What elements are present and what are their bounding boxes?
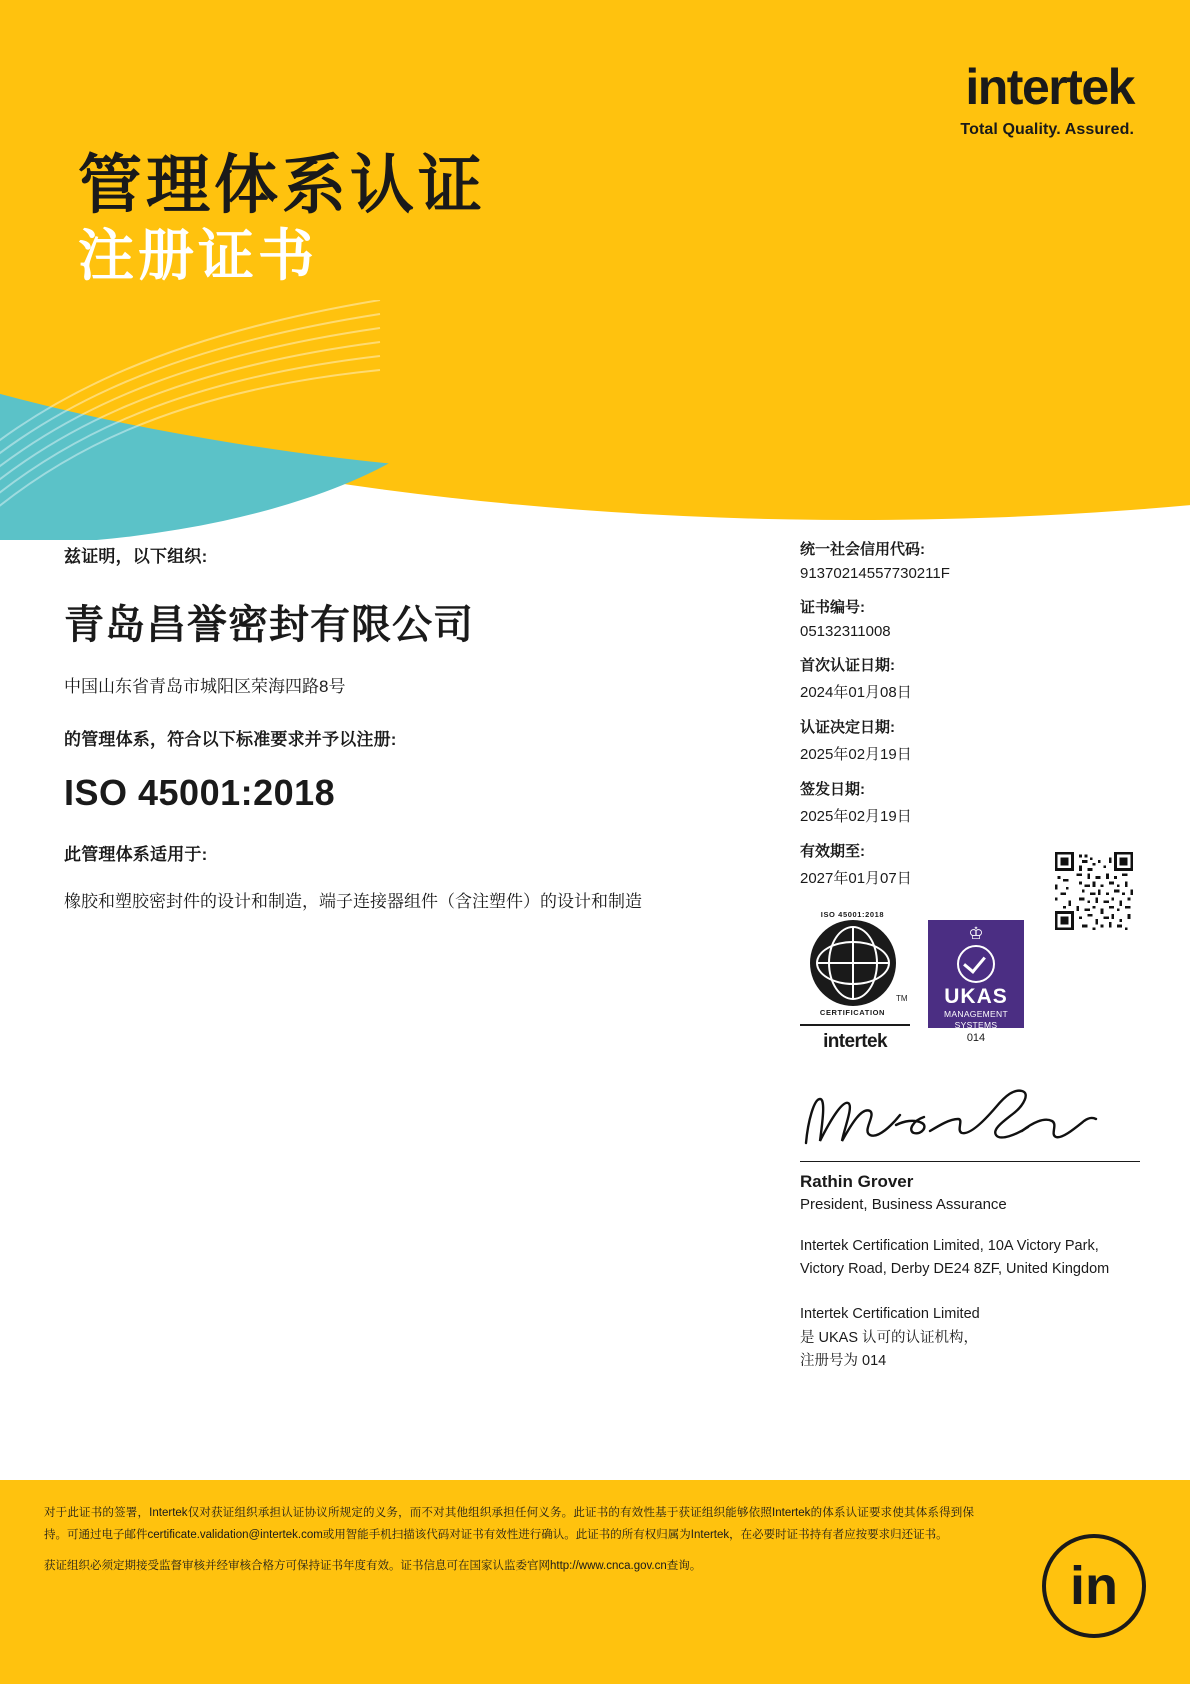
signature-block <box>800 1085 1140 1373</box>
certificate-title <box>78 150 486 288</box>
signature-divider <box>800 1161 1140 1162</box>
certificate-title-line1: 管理体系认证 <box>78 149 486 221</box>
scope-label: 此管理体系适用于: <box>64 845 208 864</box>
detail-credit-code <box>800 538 1130 582</box>
detail-label: 有效期至: <box>800 843 865 860</box>
globe-icon <box>810 920 896 1006</box>
intertek-monogram-icon: in <box>1042 1534 1146 1638</box>
accreditation-statement <box>800 1303 1140 1373</box>
signatory-role: President, Business Assurance <box>800 1196 1007 1213</box>
detail-label: 证书编号: <box>800 599 865 616</box>
mark-certification-label: CERTIFICATION <box>819 1008 886 1017</box>
crown-icon: ♔ <box>968 924 984 943</box>
detail-certification-decision-date <box>800 716 1130 764</box>
banner-stripes-decoration <box>0 300 440 540</box>
mark-standard-label: ISO 45001:2018 <box>820 910 885 919</box>
detail-label: 统一社会信用代码: <box>800 541 925 558</box>
detail-certificate-number <box>800 596 1130 640</box>
globe-ring-horizontal-icon <box>816 941 890 985</box>
logo-tagline: Total Quality. Assured. <box>960 121 1134 138</box>
check-icon <box>957 945 995 983</box>
mark-wordmark: intertek <box>800 1024 910 1053</box>
intro-label: 兹证明，以下组织: <box>64 547 208 566</box>
detail-value: 2025年02月19日 <box>800 808 912 825</box>
detail-issue-date <box>800 778 1130 826</box>
detail-value: 2027年01月07日 <box>800 870 912 887</box>
footer-paragraph-1: 对于此证书的签署，Intertek仅对获证组织承担认证协议所规定的义务，而不对其他组织承担任何义务。此证书的有效性基于获证组织能够依照Intertek的体系认证要求使其体系得到保持。可通过电子邮件certificate.validation@intertek.com或用智能手机扫描该代码对证书有效性进行确认。此证书的所有权归属为Intertek，在必要时证书持有者应按要求归还证书。 <box>44 1507 974 1542</box>
detail-value: 2024年01月08日 <box>800 684 912 701</box>
issuer-address: Intertek Certification Limited, 10A Victory Park, Victory Road, Derby DE24 8ZF, United Kingdom <box>800 1238 1110 1278</box>
certificate-footer <box>0 1480 1190 1684</box>
accreditation-line1: Intertek Certification Limited <box>800 1306 980 1323</box>
ukas-name-label: UKAS <box>944 985 1008 1008</box>
certificate-header-banner <box>0 0 1190 540</box>
certificate-title-line2: 注册证书 <box>78 223 318 287</box>
signature-image <box>800 1085 1100 1157</box>
detail-initial-certification-date <box>800 654 1130 702</box>
accreditation-marks <box>800 910 1140 1060</box>
detail-value: 2025年02月19日 <box>800 746 912 763</box>
conformity-label: 的管理体系，符合以下标准要求并予以注册: <box>64 730 397 749</box>
accreditation-line3: 注册号为 014 <box>800 1352 887 1369</box>
footer-paragraph-2: 获证组织必须定期接受监督审核并经审核合格方可保持证书年度有效。证书信息可在国家认监委官网http://www.cnca.gov.cn查询。 <box>44 1559 702 1572</box>
globe-ring-vertical-icon <box>828 926 878 1000</box>
ukas-sub-line2: SYSTEMS <box>954 1019 998 1030</box>
organization-address: 中国山东省青岛市城阳区荣海四路8号 <box>64 677 346 696</box>
intertek-certification-mark <box>800 910 908 1052</box>
ukas-sub-line1: MANAGEMENT <box>944 1009 1008 1019</box>
standard-name: ISO 45001:2018 <box>64 772 336 813</box>
detail-label: 认证决定日期: <box>800 719 895 736</box>
detail-label: 首次认证日期: <box>800 657 895 674</box>
detail-value: 05132311008 <box>800 623 891 640</box>
certificate-main-content <box>64 542 694 917</box>
mark-trademark-label: TM <box>896 994 908 1003</box>
intertek-logo <box>960 59 1134 139</box>
accreditation-line2: 是 UKAS 认可的认证机构， <box>800 1329 979 1346</box>
qr-code[interactable] <box>1055 852 1133 930</box>
certificate-body <box>0 520 1190 1480</box>
logo-wordmark: intertek <box>965 59 1134 115</box>
ukas-mark <box>928 920 1024 1028</box>
footer-disclaimer <box>44 1502 974 1585</box>
certificate-details <box>800 538 1130 902</box>
organization-name: 青岛昌誉密封有限公司 <box>64 603 474 647</box>
signatory-name: Rathin Grover <box>800 1172 914 1191</box>
ukas-number-label: 014 <box>966 1032 986 1044</box>
detail-label: 签发日期: <box>800 781 865 798</box>
detail-value: 91370214557730211F <box>800 565 950 582</box>
scope-text: 橡胶和塑胶密封件的设计和制造，端子连接器组件（含注塑件）的设计和制造 <box>64 892 642 911</box>
